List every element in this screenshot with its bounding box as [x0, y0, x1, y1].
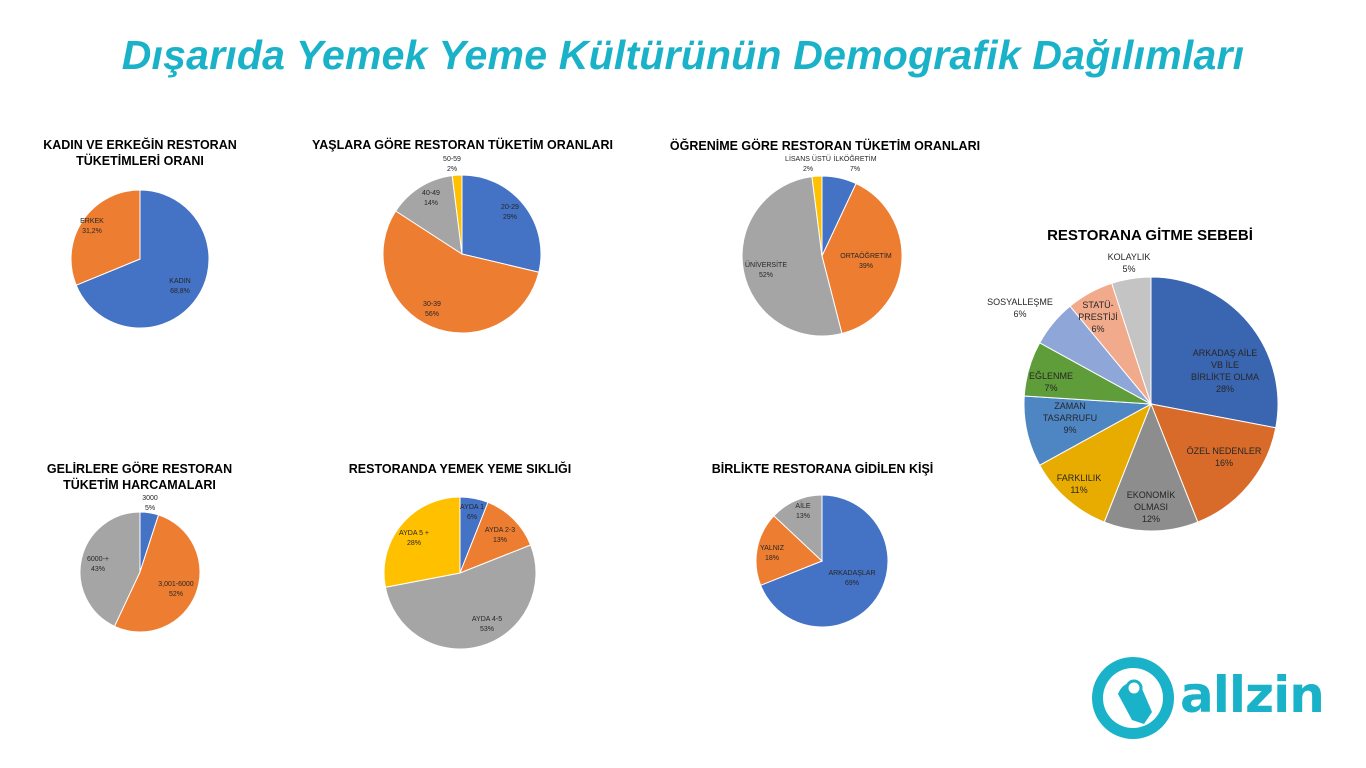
chart-title-reason: RESTORANA GİTME SEBEBİ — [1047, 227, 1253, 244]
pie-label-reason-8: KOLAYLIK 5% — [1107, 252, 1151, 274]
logo-mark-icon — [1088, 654, 1180, 744]
pie-label-reason-5: EĞLENME 7% — [1028, 371, 1074, 393]
chart-title-frequency: RESTORANDA YEMEK YEME SIKLIĞI — [348, 462, 572, 476]
pie-label-gender-0: KADIN 68,8% — [169, 278, 191, 295]
pie-label-frequency-2: AYDA 4-5 53% — [471, 616, 503, 633]
chart-title-gender: KADIN VE ERKEĞİN RESTORAN TÜKETİMLERİ ORANI — [43, 138, 237, 168]
pie-reason — [987, 252, 1278, 531]
pie-label-gender-1: ERKEK 31,2% — [80, 218, 104, 235]
pie-gender — [71, 190, 209, 328]
pie-label-reason-7: STATÜ-PRESTİJİ 6% — [1078, 300, 1118, 334]
pie-label-reason-3: FARKLILIK 11% — [1056, 473, 1102, 495]
pie-companion — [756, 495, 888, 627]
logo-text: allzin — [1180, 666, 1324, 724]
pie-label-reason-0: ARKADAŞ AİLE VB İLE BİRLİKTE OLMA 28% — [1190, 348, 1260, 394]
pie-slice-frequency-3 — [384, 497, 460, 587]
pie-education — [742, 154, 902, 336]
pie-label-frequency-1: AYDA 2-3 13% — [484, 527, 516, 544]
pie-age — [383, 156, 541, 333]
page-title: Dışarıda Yemek Yeme Kültürünün Demografik Dağılımları — [121, 32, 1245, 78]
pie-label-companion-1: YALNIZ 18% — [760, 545, 784, 562]
chart-title-education: ÖĞRENİME GÖRE RESTORAN TÜKETİM ORANLARI — [669, 139, 981, 153]
pie-label-education-0: İLKÖĞRETİM 7% — [833, 156, 877, 173]
pie-label-income-0: 3000 5% — [142, 495, 158, 512]
pie-label-companion-0: ARKADAŞLAR 69% — [828, 570, 876, 587]
pie-label-age-0: 20-29 29% — [501, 204, 519, 221]
pie-label-age-1: 30-39 56% — [423, 301, 441, 318]
pie-income — [80, 495, 200, 632]
pie-label-income-1: 3,001-6000 52% — [158, 581, 194, 598]
pie-label-education-2: ÜNİVERSİTE 52% — [744, 262, 788, 279]
pie-label-reason-1: ÖZEL NEDENLER 16% — [1186, 446, 1262, 468]
pie-label-frequency-3: AYDA 5 + 28% — [398, 530, 430, 547]
chart-title-age: YAŞLARA GÖRE RESTORAN TÜKETİM ORANLARI — [312, 138, 613, 152]
pie-label-income-2: 6000-+ 43% — [87, 556, 109, 573]
pie-label-age-2: 40-49 14% — [422, 190, 440, 207]
pie-label-education-1: ORTAÖĞRETİM 39% — [840, 253, 892, 270]
allzin-logo — [1088, 654, 1324, 744]
pie-label-education-3: LİSANS ÜSTÜ 2% — [785, 156, 831, 173]
pie-frequency — [384, 497, 536, 649]
pie-label-age-3: 50-59 2% — [443, 156, 461, 173]
pie-label-reason-4: ZAMAN TASARRUFU 9% — [1042, 401, 1098, 435]
pie-label-reason-2: EKONOMİK OLMASI 12% — [1126, 490, 1176, 524]
pie-label-companion-2: AİLE 13% — [795, 503, 811, 520]
pie-label-reason-6: SOSYALLEŞME 6% — [987, 297, 1053, 319]
chart-title-companion: BİRLİKTE RESTORANA GİDİLEN KİŞİ — [711, 462, 934, 476]
chart-title-income: GELİRLERE GÖRE RESTORAN TÜKETİM HARCAMALARI — [46, 462, 233, 492]
pie-label-frequency-0: AYDA 1 6% — [460, 504, 484, 521]
